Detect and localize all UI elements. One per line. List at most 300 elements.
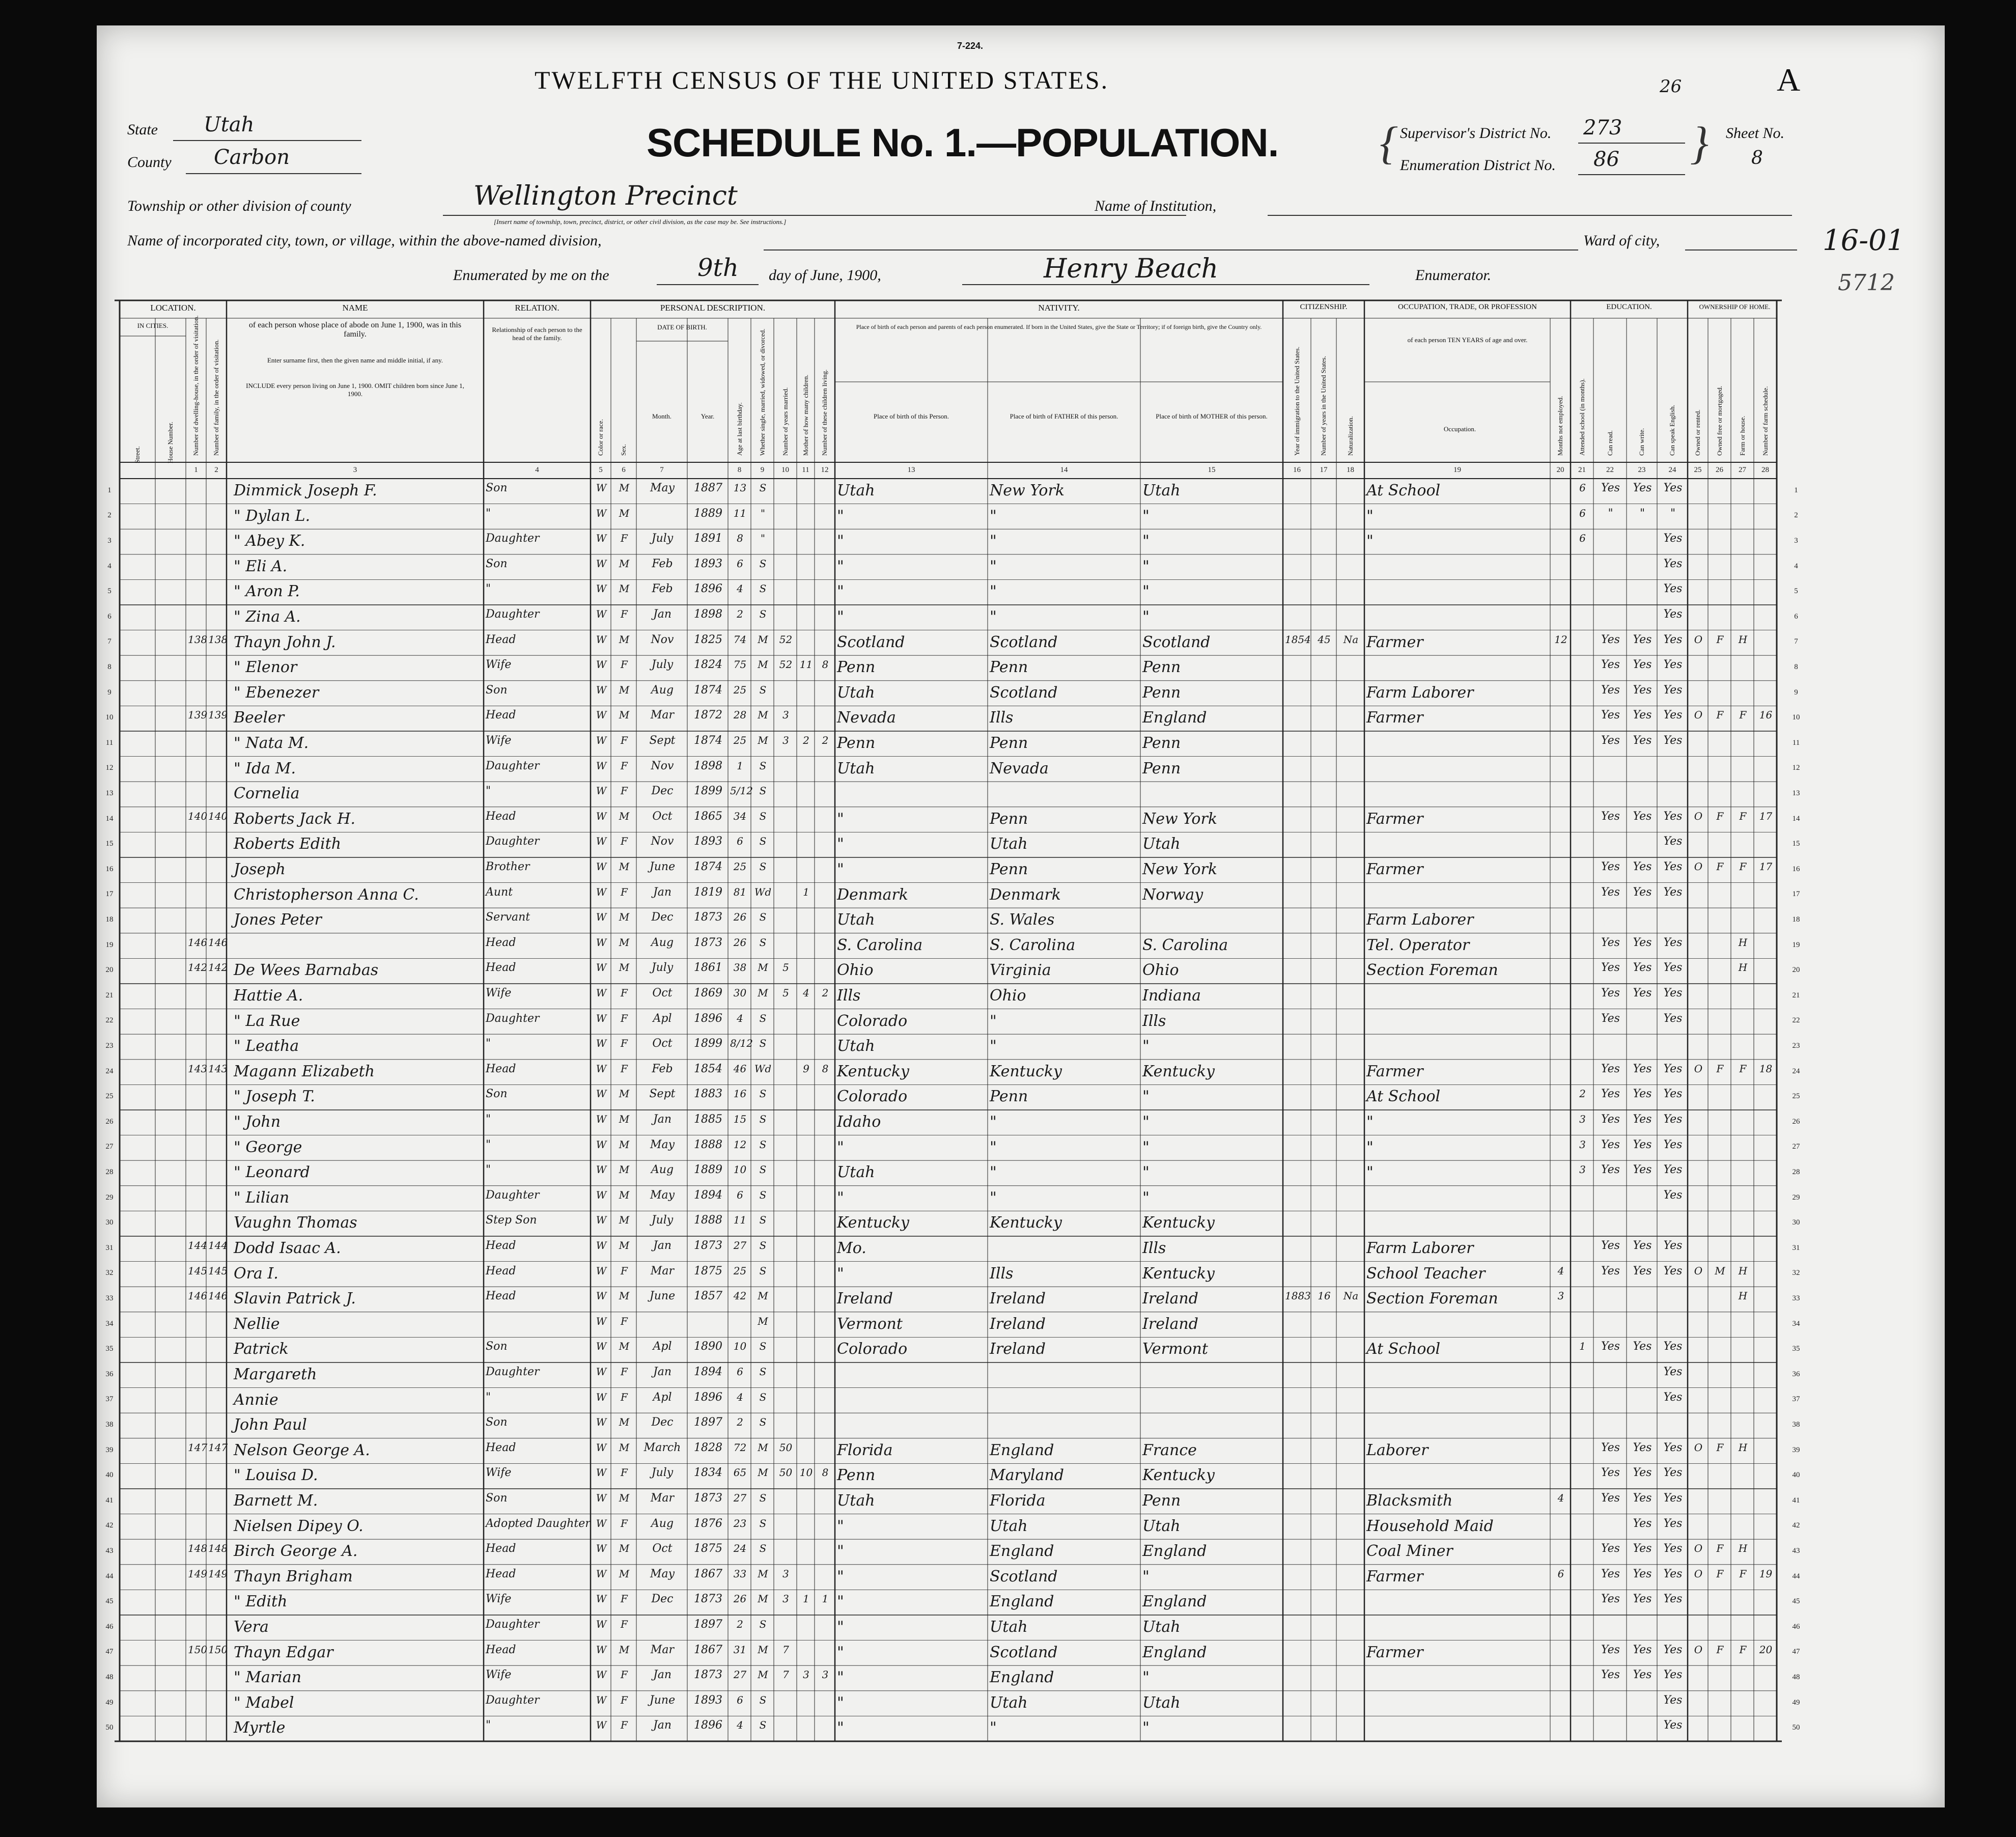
cell-name: " Zina A.	[234, 608, 301, 626]
cell-fam	[208, 1315, 226, 1339]
cell-name: Dimmick Joseph F.	[234, 482, 377, 499]
cell-sch	[1573, 760, 1592, 783]
cell-read: Yes	[1601, 1593, 1620, 1606]
enumerated-day: 9th	[697, 254, 739, 282]
cell-mc: 10	[799, 1466, 813, 1479]
cell-name: " Leonard	[234, 1163, 310, 1182]
cell-occ: At School	[1366, 1088, 1441, 1106]
cell-color: W	[596, 582, 607, 595]
cell-yrs: 16	[1318, 1290, 1331, 1302]
cell-mc	[799, 1568, 814, 1591]
date-of-birth: DATE OF BIRTH.	[657, 323, 707, 331]
cell-eng: Yes	[1663, 608, 1683, 621]
cell-fs	[1756, 608, 1776, 631]
line-number: 36	[1792, 1370, 1800, 1378]
cell-mc: 3	[803, 1668, 809, 1681]
cell-pobf: New York	[990, 482, 1065, 499]
cell-farm	[1733, 886, 1753, 909]
line-number: 32	[105, 1269, 114, 1277]
cell-pobf: England	[990, 1441, 1054, 1459]
cell-year: 1865	[694, 810, 722, 823]
cell-ms: S	[759, 1214, 767, 1227]
cell-month: Feb	[652, 1062, 673, 1075]
cell-mne: 12	[1554, 633, 1567, 646]
line-number: 14	[1792, 814, 1800, 823]
cell-nat	[1338, 658, 1363, 682]
cell-rel: Brother	[486, 860, 530, 873]
cell-imm	[1285, 658, 1310, 682]
cell-ym	[776, 1492, 796, 1515]
cell-rel: Daughter	[486, 532, 540, 545]
cell-year: 1896	[694, 582, 722, 596]
cell-mc	[799, 1340, 814, 1363]
cell-color: W	[596, 1390, 607, 1403]
cell-imm	[1285, 1037, 1310, 1061]
cell-color: W	[596, 1037, 607, 1050]
cell-dw	[188, 558, 205, 581]
cell-year: 1897	[694, 1416, 722, 1429]
cell-year: 1861	[694, 961, 722, 975]
cell-sex: F	[621, 1366, 628, 1378]
cell-read: Yes	[1601, 1062, 1620, 1075]
cell-read: Yes	[1601, 482, 1620, 494]
cell-ms: S	[759, 860, 767, 873]
cell-mne	[1552, 1088, 1570, 1111]
cell-age: 6	[737, 1366, 743, 1378]
cell-fs	[1756, 1113, 1776, 1136]
cell-ms: S	[759, 1037, 767, 1050]
cell-name: " John	[234, 1113, 281, 1131]
cell-fs	[1756, 532, 1776, 555]
cell-month: Aug	[651, 1517, 674, 1530]
cell-yrs	[1313, 1012, 1335, 1036]
cell-pobf: England	[990, 1593, 1054, 1611]
cell-month: Aug	[651, 936, 674, 949]
cell-sch	[1573, 1189, 1592, 1212]
cell-imm	[1285, 785, 1310, 808]
cell-nat	[1338, 1239, 1363, 1263]
line-number: 18	[1792, 915, 1800, 924]
cell-nat	[1338, 1088, 1363, 1111]
cell-read	[1595, 1315, 1626, 1339]
cell-month: July	[651, 658, 674, 672]
cell-eng	[1659, 760, 1687, 783]
line-number: 33	[1792, 1294, 1800, 1302]
cell-dw: 142	[188, 961, 208, 974]
cell-age: 6	[737, 835, 743, 848]
cell-yrs	[1313, 911, 1335, 934]
cell-sch	[1573, 1719, 1592, 1742]
cell-name: " La Rue	[234, 1012, 300, 1030]
cell-dw: 146	[188, 936, 208, 949]
cell-own: O	[1694, 1441, 1703, 1454]
cell-free	[1710, 1214, 1730, 1237]
line-number: 7	[1794, 637, 1798, 646]
cell-pobf: England	[990, 1542, 1054, 1561]
cell-dw	[188, 1618, 205, 1641]
cell-mc	[799, 1618, 814, 1641]
cell-own	[1690, 785, 1707, 808]
cell-ym	[776, 1088, 796, 1111]
cell-mc	[799, 760, 814, 783]
cell-ms: M	[758, 1567, 768, 1580]
cell-pobm: "	[1142, 1113, 1150, 1131]
cell-yrs	[1313, 886, 1335, 909]
cell-mc	[799, 936, 814, 960]
pob-father: Place of birth of FATHER of this person.	[1010, 412, 1118, 420]
cell-month	[638, 1315, 686, 1339]
cell-dw	[188, 1315, 205, 1339]
cell-color: W	[596, 482, 607, 494]
cell-pobf: "	[990, 1012, 997, 1030]
cell-ym	[776, 684, 796, 707]
cell-pobf	[990, 1416, 1139, 1439]
cell-own	[1690, 1416, 1707, 1439]
cell-sex: M	[619, 1138, 630, 1151]
cell-month: Mar	[650, 1264, 675, 1277]
cell-pobm: Penn	[1142, 683, 1181, 702]
cell-imm	[1285, 1416, 1310, 1439]
cell-dw	[188, 1113, 205, 1136]
cell-cl	[817, 1265, 834, 1288]
cell-cl	[817, 1088, 834, 1111]
cell-farm	[1733, 1366, 1753, 1389]
cell-pob: Ills	[837, 987, 861, 1005]
cell-pobm: "	[1142, 532, 1150, 550]
cell-pobf: "	[990, 582, 997, 601]
cell-yrs	[1313, 1416, 1335, 1439]
vheader-free: Owned free or mortgaged.	[1715, 385, 1723, 456]
cell-fs	[1756, 1719, 1776, 1742]
cell-sex: F	[621, 987, 628, 999]
cell-mne	[1552, 582, 1570, 606]
cell-sch	[1573, 810, 1592, 833]
cell-yrs	[1313, 1618, 1335, 1641]
cell-farm	[1733, 1618, 1753, 1641]
cell-pob: "	[837, 1264, 844, 1283]
cell-sch: 3	[1579, 1113, 1586, 1125]
cell-fam	[208, 1163, 226, 1187]
line-number: 37	[1792, 1395, 1800, 1404]
cell-name: Beeler	[234, 709, 285, 727]
cell-pobf: Utah	[990, 835, 1028, 853]
cell-fs	[1756, 1163, 1776, 1187]
cell-name: Cornelia	[234, 785, 300, 803]
cell-write: Yes	[1633, 1542, 1652, 1555]
cell-ms: S	[759, 835, 767, 848]
cell-farm	[1733, 1037, 1753, 1061]
cell-farm	[1733, 1719, 1753, 1742]
cell-own	[1690, 1037, 1707, 1061]
cell-eng: Yes	[1663, 1719, 1683, 1732]
name-desc: of each person whose place of abode on June 1, 1900, was in this family.	[248, 321, 462, 339]
cell-rel: Daughter	[486, 1188, 540, 1202]
cell-mc: 11	[799, 658, 813, 671]
cell-write: Yes	[1633, 1567, 1652, 1580]
cell-cl	[817, 507, 834, 531]
cell-fs	[1756, 1391, 1776, 1414]
cell-eng	[1659, 1315, 1687, 1339]
cell-mne	[1552, 709, 1570, 732]
line-number: 35	[105, 1345, 114, 1353]
cell-eng: Yes	[1663, 835, 1683, 848]
cell-month: Oct	[652, 1037, 673, 1050]
cell-cl	[817, 961, 834, 985]
cell-pobf: Ills	[990, 1264, 1014, 1283]
cell-read: Yes	[1601, 936, 1620, 949]
cell-ym	[776, 1138, 796, 1162]
group-occupation: OCCUPATION, TRADE, OR PROFESSION	[1398, 303, 1537, 311]
cell-pob: "	[837, 810, 844, 828]
cell-rel: Head	[486, 936, 516, 949]
line-number: 16	[105, 865, 114, 873]
cell-pob: Kentucky	[837, 1214, 909, 1232]
cell-pob: S. Carolina	[837, 936, 923, 954]
cell-dw	[188, 1088, 205, 1111]
cell-cl	[817, 810, 834, 833]
cell-eng: Yes	[1663, 1492, 1683, 1505]
cell-write: Yes	[1633, 810, 1652, 823]
cell-write: Yes	[1633, 1466, 1652, 1480]
cell-pobf: Nevada	[990, 759, 1049, 777]
cell-mne	[1552, 482, 1570, 505]
cell-pobf: "	[990, 1138, 997, 1156]
cell-ms: S	[759, 1012, 767, 1024]
cell-write: Yes	[1633, 961, 1652, 975]
cell-age: 4	[737, 1719, 743, 1732]
cell-month: July	[651, 961, 674, 975]
cell-read: Yes	[1601, 1012, 1620, 1025]
column-number: 12	[821, 466, 829, 474]
cell-cl	[817, 835, 834, 858]
cell-own	[1690, 1340, 1707, 1363]
cell-dw	[188, 1340, 205, 1363]
cell-pob: Kentucky	[837, 1062, 909, 1080]
cell-fam	[208, 911, 226, 934]
cell-fam	[208, 987, 226, 1010]
cell-pobm: Penn	[1142, 759, 1181, 777]
cell-eng: Yes	[1663, 633, 1683, 646]
line-number: 43	[105, 1547, 114, 1555]
line-number: 44	[1792, 1572, 1800, 1580]
cell-fs	[1756, 1340, 1776, 1363]
cell-name: Jones Peter	[234, 911, 322, 929]
cell-occ	[1366, 1315, 1549, 1339]
cell-name: Joseph	[234, 860, 286, 878]
vheader-mc: Mother of how many children.	[801, 374, 809, 456]
cell-sex: F	[621, 1315, 628, 1327]
cell-free	[1710, 835, 1730, 858]
cell-fs	[1756, 1492, 1776, 1515]
cell-farm	[1733, 608, 1753, 631]
cell-color: W	[596, 557, 607, 570]
cell-eng: Yes	[1663, 1567, 1683, 1580]
cell-cl: 3	[822, 1668, 829, 1681]
institution-label: Name of Institution,	[1095, 198, 1217, 214]
cell-mne	[1552, 1340, 1570, 1363]
cell-pobf: Penn	[990, 734, 1028, 752]
cell-rel: Step Son	[486, 1214, 537, 1227]
cell-mc	[799, 961, 814, 985]
cell-mc: 1	[803, 1593, 809, 1605]
cell-eng: Yes	[1663, 1062, 1683, 1075]
cell-occ: At School	[1366, 482, 1441, 499]
cell-sch	[1573, 835, 1592, 858]
column-number: 14	[1060, 466, 1068, 474]
cell-mc	[799, 1416, 814, 1439]
cell-color: W	[596, 1290, 607, 1302]
line-number: 28	[1792, 1168, 1800, 1176]
cell-pobf	[990, 1391, 1139, 1414]
cell-eng: Yes	[1663, 1441, 1683, 1454]
cell-age: 8	[737, 532, 743, 545]
cell-nat: Na	[1343, 1290, 1359, 1302]
cell-pob: Utah	[837, 482, 875, 499]
cell-yrs	[1313, 936, 1335, 960]
cell-read: Yes	[1601, 987, 1620, 999]
cell-sch	[1573, 582, 1592, 606]
cell-fs: 17	[1759, 860, 1773, 873]
cell-sch	[1573, 1492, 1592, 1515]
cell-pobf: Ohio	[990, 987, 1026, 1005]
cell-occ: Blacksmith	[1366, 1492, 1453, 1510]
cell-imm	[1285, 1668, 1310, 1692]
cell-pob: "	[837, 835, 844, 853]
cell-cl	[817, 886, 834, 909]
cell-fam	[208, 1138, 226, 1162]
cell-eng	[1659, 785, 1687, 808]
cell-yrs	[1313, 734, 1335, 758]
cell-rel: Head	[486, 1290, 516, 1303]
cell-sch	[1573, 633, 1592, 657]
cell-cl	[817, 1441, 834, 1465]
cell-sch	[1573, 987, 1592, 1010]
cell-dw	[188, 1492, 205, 1515]
cell-month: Jan	[653, 1719, 672, 1732]
cell-read: Yes	[1601, 1542, 1620, 1555]
cell-nat	[1338, 835, 1363, 858]
cell-imm	[1285, 734, 1310, 758]
line-number: 10	[105, 713, 114, 722]
cell-rel: Adopted Daughter	[486, 1517, 591, 1530]
cell-eng	[1659, 1618, 1687, 1641]
cell-yrs	[1313, 1063, 1335, 1086]
cell-age: 6	[737, 1693, 743, 1706]
cell-year: 1874	[694, 683, 722, 697]
state-label: State	[127, 121, 158, 138]
column-number: 2	[214, 466, 218, 474]
cell-sex: M	[619, 683, 630, 696]
cell-cl	[817, 1416, 834, 1439]
cell-nat	[1338, 709, 1363, 732]
cell-fs	[1756, 1618, 1776, 1641]
line-number: 39	[105, 1445, 114, 1454]
cell-ms: S	[759, 1416, 767, 1429]
cell-occ	[1366, 1189, 1549, 1212]
cell-color: W	[596, 1315, 607, 1327]
cell-age: 1	[737, 759, 743, 772]
city-label: Name of incorporated city, town, or village, within the above-named division,	[127, 232, 602, 249]
cell-mc	[799, 1391, 814, 1414]
cell-age: 75	[733, 658, 747, 671]
cell-pobm: "	[1142, 557, 1150, 575]
cell-farm: H	[1738, 961, 1748, 974]
cell-mne	[1552, 1113, 1570, 1136]
margin-number: 5712	[1838, 270, 1895, 296]
cell-age: 5/12	[730, 785, 753, 797]
cell-farm	[1733, 1668, 1753, 1692]
cell-read	[1595, 1517, 1626, 1541]
cell-write: Yes	[1633, 1340, 1652, 1353]
cell-name: Thayn John J.	[234, 633, 336, 651]
cell-eng: Yes	[1663, 658, 1683, 672]
cell-write: Yes	[1633, 633, 1652, 646]
cell-dw	[188, 785, 205, 808]
cell-ms: S	[759, 1542, 767, 1555]
cell-own	[1690, 987, 1707, 1010]
cell-pobf: S. Carolina	[990, 936, 1076, 954]
vheader-nat: Naturalization.	[1346, 416, 1354, 456]
cell-sch	[1573, 658, 1592, 682]
line-number: 6	[107, 612, 111, 621]
cell-fs	[1756, 911, 1776, 934]
cell-occ: Farmer	[1366, 810, 1423, 828]
cell-ms: S	[759, 1113, 767, 1125]
column-number: 9	[760, 466, 765, 474]
cell-occ: Tel. Operator	[1366, 936, 1470, 954]
cell-name: " Edith	[234, 1593, 288, 1611]
cell-fs	[1756, 633, 1776, 657]
cell-year: 1894	[694, 1366, 722, 1378]
line-number: 27	[1792, 1143, 1800, 1151]
cell-cl	[817, 709, 834, 732]
cell-ms: S	[759, 1390, 767, 1403]
cell-free: F	[1716, 1643, 1724, 1656]
cell-fam	[208, 1593, 226, 1616]
cell-pobm: Utah	[1142, 482, 1181, 499]
cell-age: 34	[733, 810, 747, 822]
cell-color: W	[596, 1416, 607, 1429]
column-number: 20	[1556, 466, 1564, 474]
cell-read	[1595, 911, 1626, 934]
cell-farm	[1733, 1214, 1753, 1237]
cell-age: 23	[733, 1517, 747, 1529]
cell-farm	[1733, 785, 1753, 808]
line-number: 22	[105, 1016, 114, 1025]
cell-fs	[1756, 1593, 1776, 1616]
cell-cl: 1	[822, 1593, 829, 1605]
cell-color: W	[596, 1012, 607, 1024]
cell-dw	[188, 1366, 205, 1389]
cell-cl	[817, 760, 834, 783]
cell-ms: M	[758, 734, 768, 746]
cell-mc	[799, 1441, 814, 1465]
cell-rel: Daughter	[486, 759, 540, 772]
vheader-write: Can write.	[1638, 428, 1645, 456]
cell-color: W	[596, 936, 607, 949]
cell-color: W	[596, 785, 607, 797]
cell-imm	[1285, 886, 1310, 909]
cell-own	[1690, 482, 1707, 505]
cell-own	[1690, 1366, 1707, 1389]
cell-rel: Servant	[486, 911, 530, 924]
line-number: 11	[105, 738, 114, 747]
ward-label: Ward of city,	[1583, 232, 1660, 249]
cell-imm	[1285, 1694, 1310, 1717]
cell-imm	[1285, 709, 1310, 732]
cell-read	[1595, 1290, 1626, 1313]
cell-nat	[1338, 1315, 1363, 1339]
